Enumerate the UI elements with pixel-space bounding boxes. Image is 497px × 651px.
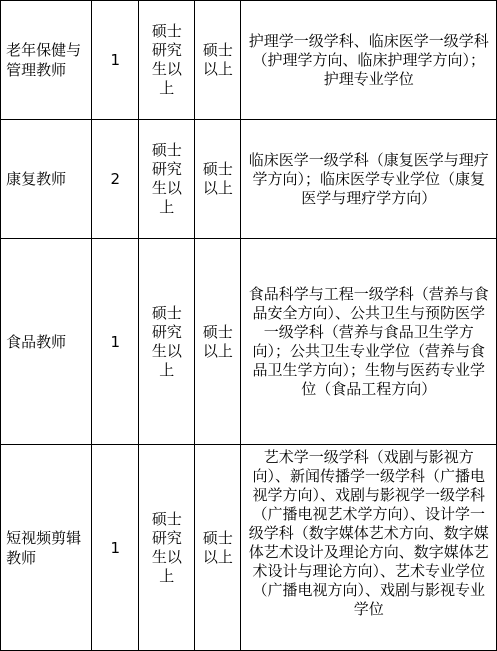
headcount: 2 <box>110 170 120 188</box>
position-name: 康复教师 <box>6 170 67 188</box>
degree-cell <box>195 120 241 239</box>
position-name: 短视频剪辑教师 <box>6 528 82 567</box>
headcount: 1 <box>110 538 120 557</box>
major-requirement: 护理学一级学科、临床医学一级学科（护理学方向、临床护理学方向）；护理专业学位 <box>248 31 489 88</box>
table-row <box>1 445 497 651</box>
position-cell <box>1 445 92 651</box>
education-requirement: 硕士研究生以上 <box>151 22 182 97</box>
degree-requirement: 硕士以上 <box>202 41 233 78</box>
major-cell <box>241 445 497 651</box>
table-row <box>1 120 497 239</box>
position-name: 老年保健与管理教师 <box>6 41 82 79</box>
position-name: 食品教师 <box>6 332 67 351</box>
headcount: 1 <box>110 51 120 69</box>
headcount: 1 <box>110 332 120 351</box>
education-requirement: 硕士研究生以上 <box>151 303 182 379</box>
degree-cell <box>195 445 241 651</box>
major-requirement: 艺术学一级学科（戏剧与影视方向）、新闻传播学一级学科（广播电视学方向）、戏剧与影视学一级学科（广播电视艺术学方向）、设计学一级学科（数字媒体艺术方向、数字媒体艺术设计及理论方向、数字媒体艺术设计与理论方向）、艺术专业学位（广播电视方向）、戏剧与影视专业学位 <box>248 448 489 618</box>
education-cell <box>139 445 195 651</box>
position-cell <box>1 1 92 120</box>
degree-requirement: 硕士以上 <box>202 160 233 197</box>
count-cell <box>92 445 139 651</box>
education-cell <box>139 239 195 445</box>
table-row <box>1 239 497 445</box>
education-cell <box>139 120 195 239</box>
major-requirement: 临床医学一级学科（康复医学与理疗学方向）；临床医学专业学位（康复医学与理疗学方向） <box>248 150 489 207</box>
education-requirement: 硕士研究生以上 <box>151 509 182 585</box>
education-cell <box>139 1 195 120</box>
major-cell <box>241 120 497 239</box>
major-cell <box>241 239 497 445</box>
position-cell <box>1 120 92 239</box>
degree-cell <box>195 1 241 120</box>
count-cell <box>92 1 139 120</box>
count-cell <box>92 239 139 445</box>
major-requirement: 食品科学与工程一级学科（营养与食品安全方向）、公共卫生与预防医学一级学科（营养与食品卫生学方向）；公共卫生专业学位（营养与食品卫生学方向）；生物与医药专业学位（食品工程方向） <box>248 284 489 398</box>
degree-requirement: 硕士以上 <box>202 528 233 566</box>
table-row <box>1 1 497 120</box>
degree-cell <box>195 239 241 445</box>
position-cell <box>1 239 92 445</box>
major-cell <box>241 1 497 120</box>
count-cell <box>92 120 139 239</box>
education-requirement: 硕士研究生以上 <box>151 141 182 216</box>
degree-requirement: 硕士以上 <box>202 322 233 360</box>
